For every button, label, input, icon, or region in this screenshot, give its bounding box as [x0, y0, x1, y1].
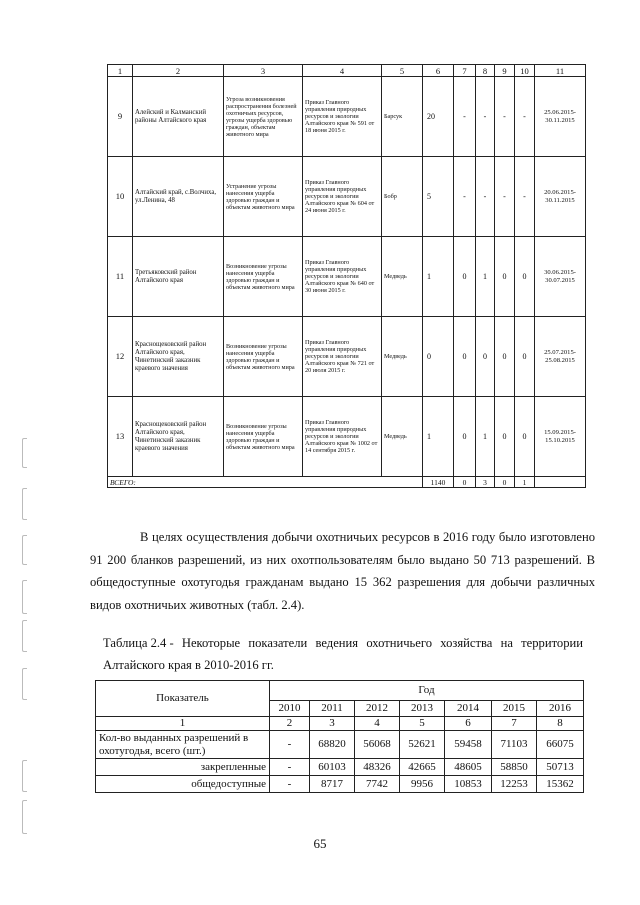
count-cell: 0 — [454, 317, 476, 397]
count-cell: 0 — [515, 237, 535, 317]
binding-mark — [22, 488, 27, 520]
caption-word: показатели — [248, 636, 308, 650]
reason-cell: Устранение угрозы нанесения ущерба здоровью граждан и объектам животного мира — [224, 157, 303, 237]
count-cell: - — [476, 77, 495, 157]
year-cell: 2014 — [445, 701, 492, 717]
col-number: 8 — [537, 717, 584, 731]
count-cell: 0 — [454, 397, 476, 477]
count-cell: 0 — [454, 237, 476, 317]
table-row — [96, 776, 584, 793]
indicator-label: закрепленные — [96, 759, 270, 776]
count-cell: - — [515, 157, 535, 237]
binding-mark — [22, 438, 27, 468]
col-number: 5 — [400, 717, 445, 731]
order-cell: Приказ Главного управления природных ресурсов и экологии Алтайского края № 1002 от 14 сентября 2015 г. — [303, 397, 382, 477]
page-number: 65 — [313, 836, 327, 851]
count-cell: - — [454, 157, 476, 237]
region-cell: Краснощековский район Алтайского края, Чинетинский заказник краевого значения — [133, 397, 224, 477]
indicator-header: Показатель — [96, 681, 270, 717]
value-cell: 9956 — [400, 776, 445, 793]
order-cell: Приказ Главного управления природных ресурсов и экологии Алтайского края № 721 от 20 июля 2015 г. — [303, 317, 382, 397]
order-cell: Приказ Главного управления природных ресурсов и экологии Алтайского края № 640 от 30 июня 2015 г. — [303, 237, 382, 317]
order-cell: Приказ Главного управления природных ресурсов и экологии Алтайского края № 604 от 24 июня 2015 г. — [303, 157, 382, 237]
count-cell: - — [454, 77, 476, 157]
caption-line-2: Алтайского края в 2010-2016 гг. — [103, 658, 274, 672]
caption-word: на — [500, 636, 513, 650]
species-cell: Медведь — [382, 397, 423, 477]
year-cell: 2015 — [492, 701, 537, 717]
table-row — [108, 397, 586, 477]
total-cell: 3 — [476, 477, 495, 488]
count-cell: 1 — [476, 397, 495, 477]
count-cell: 5 — [423, 157, 454, 237]
table-header-row — [96, 681, 584, 701]
caption-word: Некоторые — [181, 636, 241, 650]
body-paragraph — [90, 526, 595, 616]
binding-mark — [22, 668, 27, 700]
header-cell: 5 — [382, 65, 423, 77]
period-cell: 20.06.2015-30.11.2015 — [535, 157, 586, 237]
value-cell: 52621 — [400, 731, 445, 759]
table-row — [108, 157, 586, 237]
year-cell: 2012 — [355, 701, 400, 717]
reason-cell: Возникновение угрозы нанесения ущерба здоровью граждан и объектам животного мира — [224, 237, 303, 317]
count-cell: - — [515, 77, 535, 157]
region-cell: Третьяковский район Алтайского края — [133, 237, 224, 317]
header-cell: 4 — [303, 65, 382, 77]
permits-table — [107, 64, 586, 488]
reason-cell: Возникновение угрозы нанесения ущерба здоровью граждан и объектам животного мира — [224, 397, 303, 477]
year-cell: 2013 — [400, 701, 445, 717]
region-cell: Алтайский край, с.Волчиха, ул.Ленина, 48 — [133, 157, 224, 237]
row-number: 13 — [108, 397, 133, 477]
header-cell: 3 — [224, 65, 303, 77]
value-cell: - — [270, 731, 310, 759]
caption-word: охотничьего — [366, 636, 433, 650]
total-label: ВСЕГО: — [108, 477, 423, 488]
species-cell: Барсук — [382, 77, 423, 157]
value-cell: 12253 — [492, 776, 537, 793]
header-cell: 6 — [423, 65, 454, 77]
row-number: 9 — [108, 77, 133, 157]
col-number: 1 — [96, 717, 270, 731]
count-cell: 0 — [423, 317, 454, 397]
count-cell: - — [495, 157, 515, 237]
period-cell: 15.09.2015-15.10.2015 — [535, 397, 586, 477]
region-cell: Алейский и Калманский районы Алтайского края — [133, 77, 224, 157]
count-cell: - — [476, 157, 495, 237]
col-number: 6 — [445, 717, 492, 731]
value-cell: 66075 — [537, 731, 584, 759]
col-number: 4 — [355, 717, 400, 731]
caption-word: ведения — [315, 636, 359, 650]
count-cell: 0 — [495, 397, 515, 477]
count-cell: 1 — [476, 237, 495, 317]
total-row — [108, 477, 586, 488]
value-cell: 8717 — [310, 776, 355, 793]
reason-cell: Возникновение угрозы нанесения ущерба здоровью граждан и объектам животного мира — [224, 317, 303, 397]
value-cell: 58850 — [492, 759, 537, 776]
binding-mark — [22, 620, 27, 652]
binding-mark — [22, 535, 27, 565]
value-cell: - — [270, 776, 310, 793]
period-cell: 25.06.2015-30.11.2015 — [535, 77, 586, 157]
indicator-label: Кол-во выданных разрешений в охотугодья, всего (шт.) — [96, 731, 270, 759]
binding-mark — [22, 800, 27, 834]
header-cell: 7 — [454, 65, 476, 77]
count-cell: 0 — [495, 317, 515, 397]
count-cell: - — [495, 77, 515, 157]
paragraph-text: В целях осуществления добычи охотничьих ресурсов в 2016 году было изготовлено 91 200 бланков разрешений, из них охотпользователям было выдано 50 713 разрешений. В общедоступные охотугодья гражданам выдано 15 362 разрешения для добычи различных видов охотничьих животных (табл. 2.4). — [90, 530, 595, 612]
value-cell: 50713 — [537, 759, 584, 776]
header-cell: 1 — [108, 65, 133, 77]
caption-word: хозяйства — [440, 636, 493, 650]
table-row — [108, 237, 586, 317]
year-header: Год — [270, 681, 584, 701]
total-cell: 0 — [495, 477, 515, 488]
table-row — [108, 317, 586, 397]
year-cell: 2016 — [537, 701, 584, 717]
header-cell: 8 — [476, 65, 495, 77]
header-cell: 10 — [515, 65, 535, 77]
table-header-row — [108, 65, 586, 77]
value-cell: - — [270, 759, 310, 776]
count-cell: 0 — [515, 317, 535, 397]
year-cell: 2010 — [270, 701, 310, 717]
count-cell: 1 — [423, 237, 454, 317]
value-cell: 60103 — [310, 759, 355, 776]
value-cell: 7742 — [355, 776, 400, 793]
indicator-label: общедоступные — [96, 776, 270, 793]
count-cell: 1 — [423, 397, 454, 477]
caption-word: территории — [521, 636, 583, 650]
col-number: 3 — [310, 717, 355, 731]
region-cell: Краснощековский район Алтайского края, Чинетинский заказник краевого значения — [133, 317, 224, 397]
species-cell: Бобр — [382, 157, 423, 237]
table-row — [96, 731, 584, 759]
value-cell: 48326 — [355, 759, 400, 776]
binding-mark — [22, 760, 27, 792]
caption-word: Таблица 2.4 - — [103, 636, 174, 650]
period-cell: 30.06.2015-30.07.2015 — [535, 237, 586, 317]
row-number: 12 — [108, 317, 133, 397]
species-cell: Медведь — [382, 237, 423, 317]
header-cell: 11 — [535, 65, 586, 77]
col-number: 2 — [270, 717, 310, 731]
table-row — [96, 759, 584, 776]
value-cell: 56068 — [355, 731, 400, 759]
count-cell: 0 — [495, 237, 515, 317]
value-cell: 59458 — [445, 731, 492, 759]
total-cell: 0 — [454, 477, 476, 488]
order-cell: Приказ Главного управления природных ресурсов и экологии Алтайского края № 591 от 18 июня 2015 г. — [303, 77, 382, 157]
value-cell: 15362 — [537, 776, 584, 793]
hunting-stats-table — [95, 680, 584, 793]
header-cell: 9 — [495, 65, 515, 77]
table-caption — [103, 632, 583, 676]
total-cell: 1 — [515, 477, 535, 488]
total-cell-empty — [535, 477, 586, 488]
column-numbers-row — [96, 717, 584, 731]
year-cell: 2011 — [310, 701, 355, 717]
total-cell: 1140 — [423, 477, 454, 488]
count-cell: 0 — [476, 317, 495, 397]
value-cell: 48605 — [445, 759, 492, 776]
reason-cell: Угроза возникновения распространения болезней охотничьих ресурсов, угрозы ущерба здоровью граждан, объектам животного мира — [224, 77, 303, 157]
value-cell: 10853 — [445, 776, 492, 793]
caption-line-1 — [103, 632, 583, 654]
binding-mark — [22, 580, 27, 614]
row-number: 10 — [108, 157, 133, 237]
period-cell: 25.07.2015-25.08.2015 — [535, 317, 586, 397]
row-number: 11 — [108, 237, 133, 317]
table-row — [108, 77, 586, 157]
value-cell: 68820 — [310, 731, 355, 759]
value-cell: 71103 — [492, 731, 537, 759]
value-cell: 42665 — [400, 759, 445, 776]
count-cell: 20 — [423, 77, 454, 157]
header-cell: 2 — [133, 65, 224, 77]
count-cell: 0 — [515, 397, 535, 477]
species-cell: Медведь — [382, 317, 423, 397]
col-number: 7 — [492, 717, 537, 731]
